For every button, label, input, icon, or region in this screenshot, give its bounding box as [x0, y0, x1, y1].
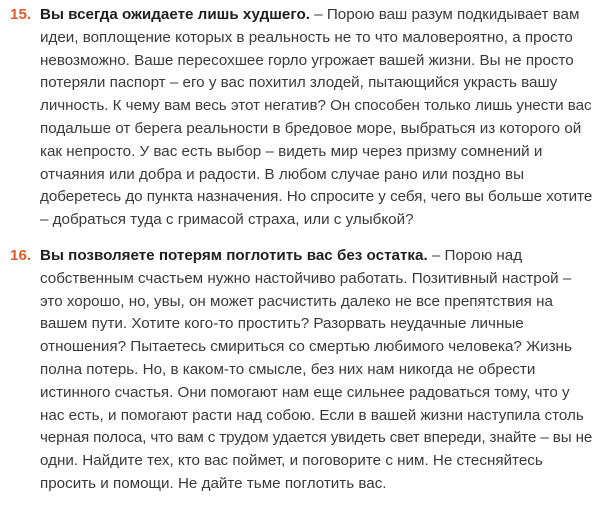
list-item [0, 0, 600, 232]
item-heading: Вы позволяете потерям поглотить вас без остатка. [40, 246, 428, 264]
paragraph-line: доберетесь до пункта назначения. Но спросите у себя, чего вы больше хотите [40, 188, 593, 206]
paragraph-line: отчаяния или добра и радости. В любом случае рано или поздно вы [40, 165, 525, 183]
paragraph-line: собственным счастьем нужно настойчиво работать. Позитивный настрой – [40, 269, 572, 287]
paragraph-first-line [40, 4, 578, 27]
paragraph-line: личность. К чему вам весь этот негатив? Он способен только лишь унести вас [40, 97, 592, 115]
item-number: 16. [10, 246, 32, 264]
list-item [0, 245, 600, 496]
paragraph-line: нас есть, и помогают расти над собою. Если в вашей жизни наступила столь [40, 406, 584, 424]
paragraph-line: черная полоса, что вам с трудом удается увидеть свет впереди, знайте – вы не [40, 429, 593, 447]
paragraph-line: вашем пути. Хотите кого-то простить? Разорвать неудачные личные [40, 315, 524, 333]
paragraph-line: отношения? Пытаетесь смириться со смертью любимого человека? Жизнь [40, 338, 572, 356]
paragraph-line: просить и помощи. Не дайте тьме поглотить вас. [40, 474, 387, 492]
paragraph-line: невозможно. Ваше пересохшее горло угрожает вашей жизни. Вы не просто [40, 51, 574, 69]
item-number: 15. [10, 6, 32, 23]
paragraph-line: одни. Найдите тех, кто вас поймет, и поговорите с ним. Не стесняйтесь [40, 452, 543, 470]
paragraph-text: – Порою ваш разум подкидывает вам [309, 6, 580, 23]
paragraph-line: это хорошо, но, увы, он может расчистить далеко не все препятствия на [40, 292, 553, 310]
paragraph-line: потеряли паспорт – его у вас похитил злодей, пытающийся украсть вашу [40, 74, 558, 92]
item-heading: Вы всегда ожидаете лишь худшего. [40, 6, 310, 23]
paragraph-line: идеи, воплощение которых в реальность не то что маловероятно, а просто [40, 28, 573, 46]
paragraph-text: – Порою над [427, 246, 523, 264]
paragraph-line: как непросто. У вас есть выбор – видеть мир через призму сомнений и [40, 142, 543, 160]
paragraph-line: полна потерь. Но, в каком-то смысле, без них нам никогда не обрести [40, 360, 536, 378]
paragraph-line: – добраться туда с гримасой страха, или с улыбкой? [40, 211, 414, 229]
paragraph-line: подальше от берега реальности в бредовое море, выбраться из которого ой [40, 119, 582, 137]
paragraph-first-line [40, 245, 578, 268]
paragraph-line: истинного счастья. Они помогают нам еще сильнее радоваться тому, что у [40, 383, 570, 401]
